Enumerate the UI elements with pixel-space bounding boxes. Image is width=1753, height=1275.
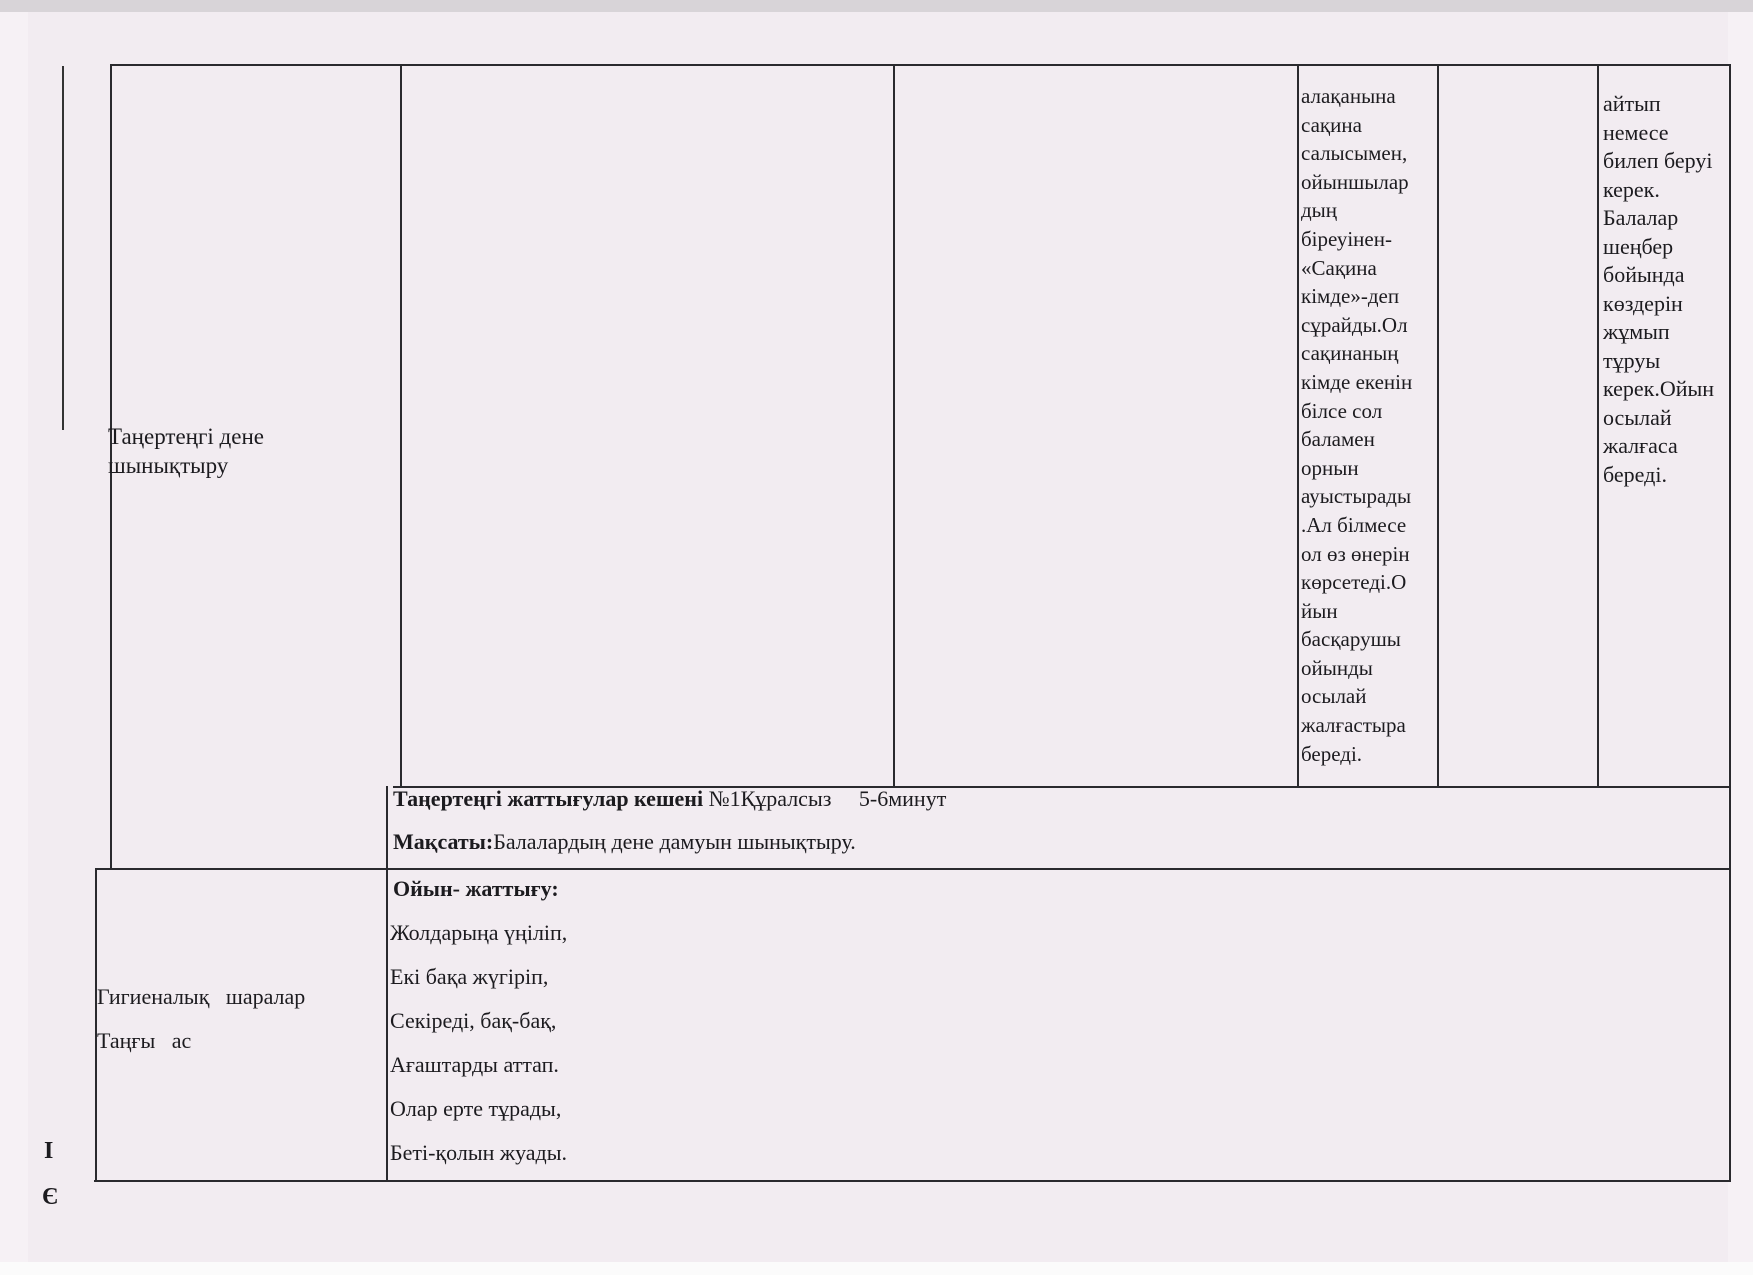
document-page xyxy=(28,12,1728,1262)
scan-bottom-edge xyxy=(0,1262,1753,1275)
row-label-hygiene: Гигиеналық шаралар xyxy=(97,984,306,1009)
margin-mark: І xyxy=(44,1138,54,1164)
goal-text: Балалардың дене дамуын шынықтыру. xyxy=(493,829,856,854)
song-line: Секіреді, бақ-бақ, xyxy=(390,1008,557,1033)
goal-label: Мақсаты: xyxy=(393,829,494,854)
song-line: Беті-қолын жуады. xyxy=(390,1140,568,1165)
game-rules-cell: айтып немесе билеп беруі керек. Балалар шеңбер бойында көздерін жұмып тұруы керек.Ойын осылай жалғаса береді. xyxy=(1603,91,1715,487)
exercise-title-rest: №1Құралсыз 5-6минут xyxy=(703,786,947,811)
song-line: Олар ерте тұрады, xyxy=(390,1096,562,1121)
song-line: Жолдарыңа үңіліп, xyxy=(390,920,568,945)
game-description-cell: алақанына сақина салысымен, ойыншылар дың біреуінен- «Сақина кімде»-деп сұрайды.Ол сақинаның кімде екенін білсе сол баламен орнын ауыстырады .Ал білмесе ол өз өнерін көрсетеді.О йын басқарушы ойынды осылай жалғастыра береді. xyxy=(1301,84,1413,766)
song-line: Ағаштарды аттап. xyxy=(390,1052,559,1077)
exercise-complex-title xyxy=(393,786,946,812)
row-label-morning-exercise: Таңертеңгі дене шынықтыру xyxy=(108,424,264,478)
song-line: Екі бақа жүгіріп, xyxy=(390,964,549,989)
scan-top-edge xyxy=(0,0,1753,12)
margin-line xyxy=(62,66,64,430)
exercise-goal xyxy=(393,829,856,855)
row-label-breakfast: Таңғы ас xyxy=(97,1028,192,1053)
exercise-title-bold: Таңертеңгі жаттығулар кешені xyxy=(393,786,704,811)
margin-mark: Є xyxy=(42,1184,59,1210)
game-exercise-title: Ойын- жаттығу: xyxy=(393,876,559,901)
